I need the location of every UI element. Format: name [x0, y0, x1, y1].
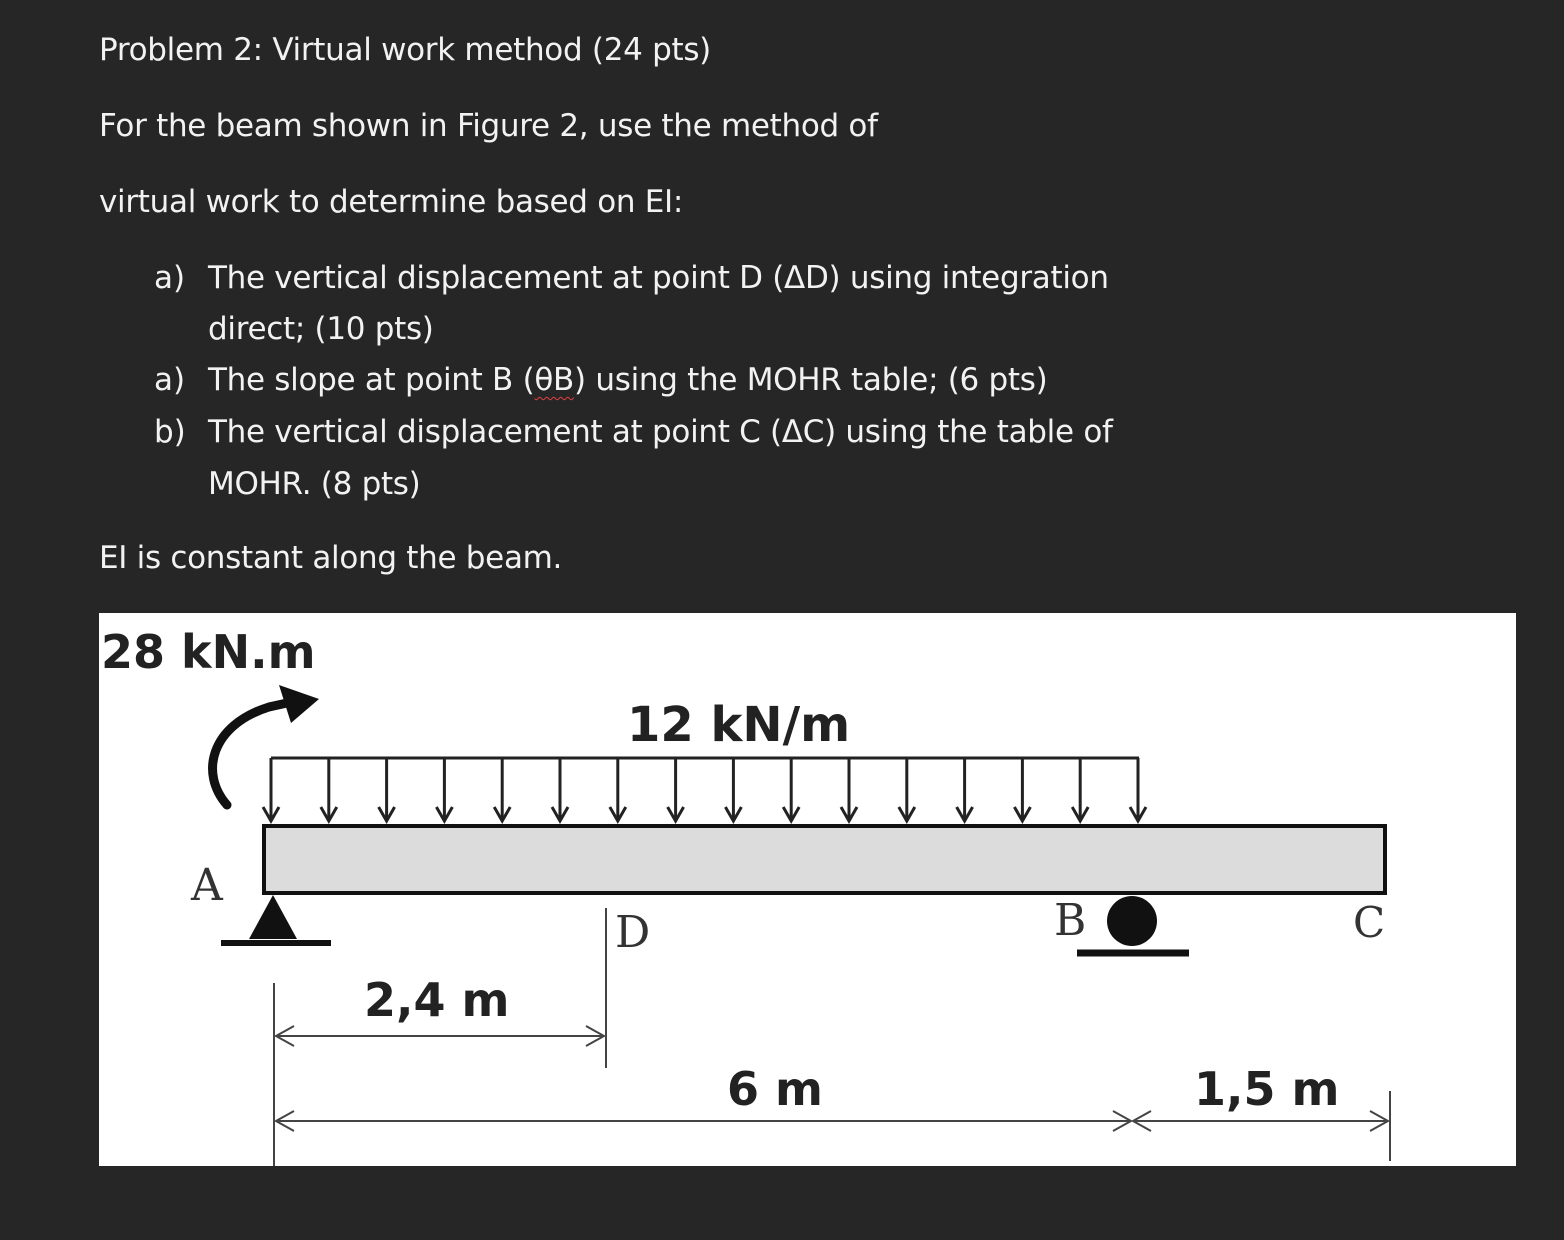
- dim-a-b-label: 6 m: [727, 1062, 823, 1116]
- roller-support-icon: [1077, 896, 1189, 953]
- point-a-label: A: [191, 860, 223, 911]
- distributed-load-arrows: [263, 758, 1146, 821]
- point-b-label: B: [1054, 895, 1087, 946]
- dim-b-c-label: 1,5 m: [1194, 1062, 1340, 1116]
- item-2-text-before: The slope at point B (: [208, 362, 535, 398]
- moment-arrow-icon: [213, 685, 319, 805]
- item-1-line-1: The vertical displacement at point D (ΔD) using integration: [208, 260, 1109, 296]
- item-3-line-2: MOHR. (8 pts): [208, 466, 421, 502]
- item-2-text-after: ) using the MOHR table; (6 pts): [574, 362, 1048, 398]
- item-1-marker: a): [154, 260, 186, 296]
- item-3-marker: b): [154, 414, 186, 450]
- intro-line-1: For the beam shown in Figure 2, use the method of: [99, 108, 878, 144]
- item-2-theta-b: θB: [534, 362, 575, 398]
- closing-text: EI is constant along the beam.: [99, 540, 563, 576]
- item-1-line-2: direct; (10 pts): [208, 311, 434, 347]
- pin-support-icon: [221, 895, 331, 943]
- dimension-a-b: [276, 1111, 1131, 1131]
- item-2-marker: a): [154, 362, 186, 398]
- problem-title: Problem 2: Virtual work method (24 pts): [99, 32, 711, 68]
- point-d-label: D: [615, 907, 651, 958]
- moment-label: 28 kN.m: [101, 625, 316, 679]
- dim-a-d-label: 2,4 m: [364, 973, 510, 1027]
- load-label: 12 kN/m: [627, 697, 851, 753]
- beam: [264, 826, 1385, 893]
- item-3-line-1: The vertical displacement at point C (ΔC) using the table of: [208, 414, 1113, 450]
- item-2-line: [208, 362, 1047, 398]
- beam-figure: [99, 613, 1516, 1166]
- beam-diagram: [99, 613, 1516, 1166]
- intro-line-2: virtual work to determine based on EI:: [99, 184, 684, 220]
- point-c-label: C: [1353, 898, 1386, 947]
